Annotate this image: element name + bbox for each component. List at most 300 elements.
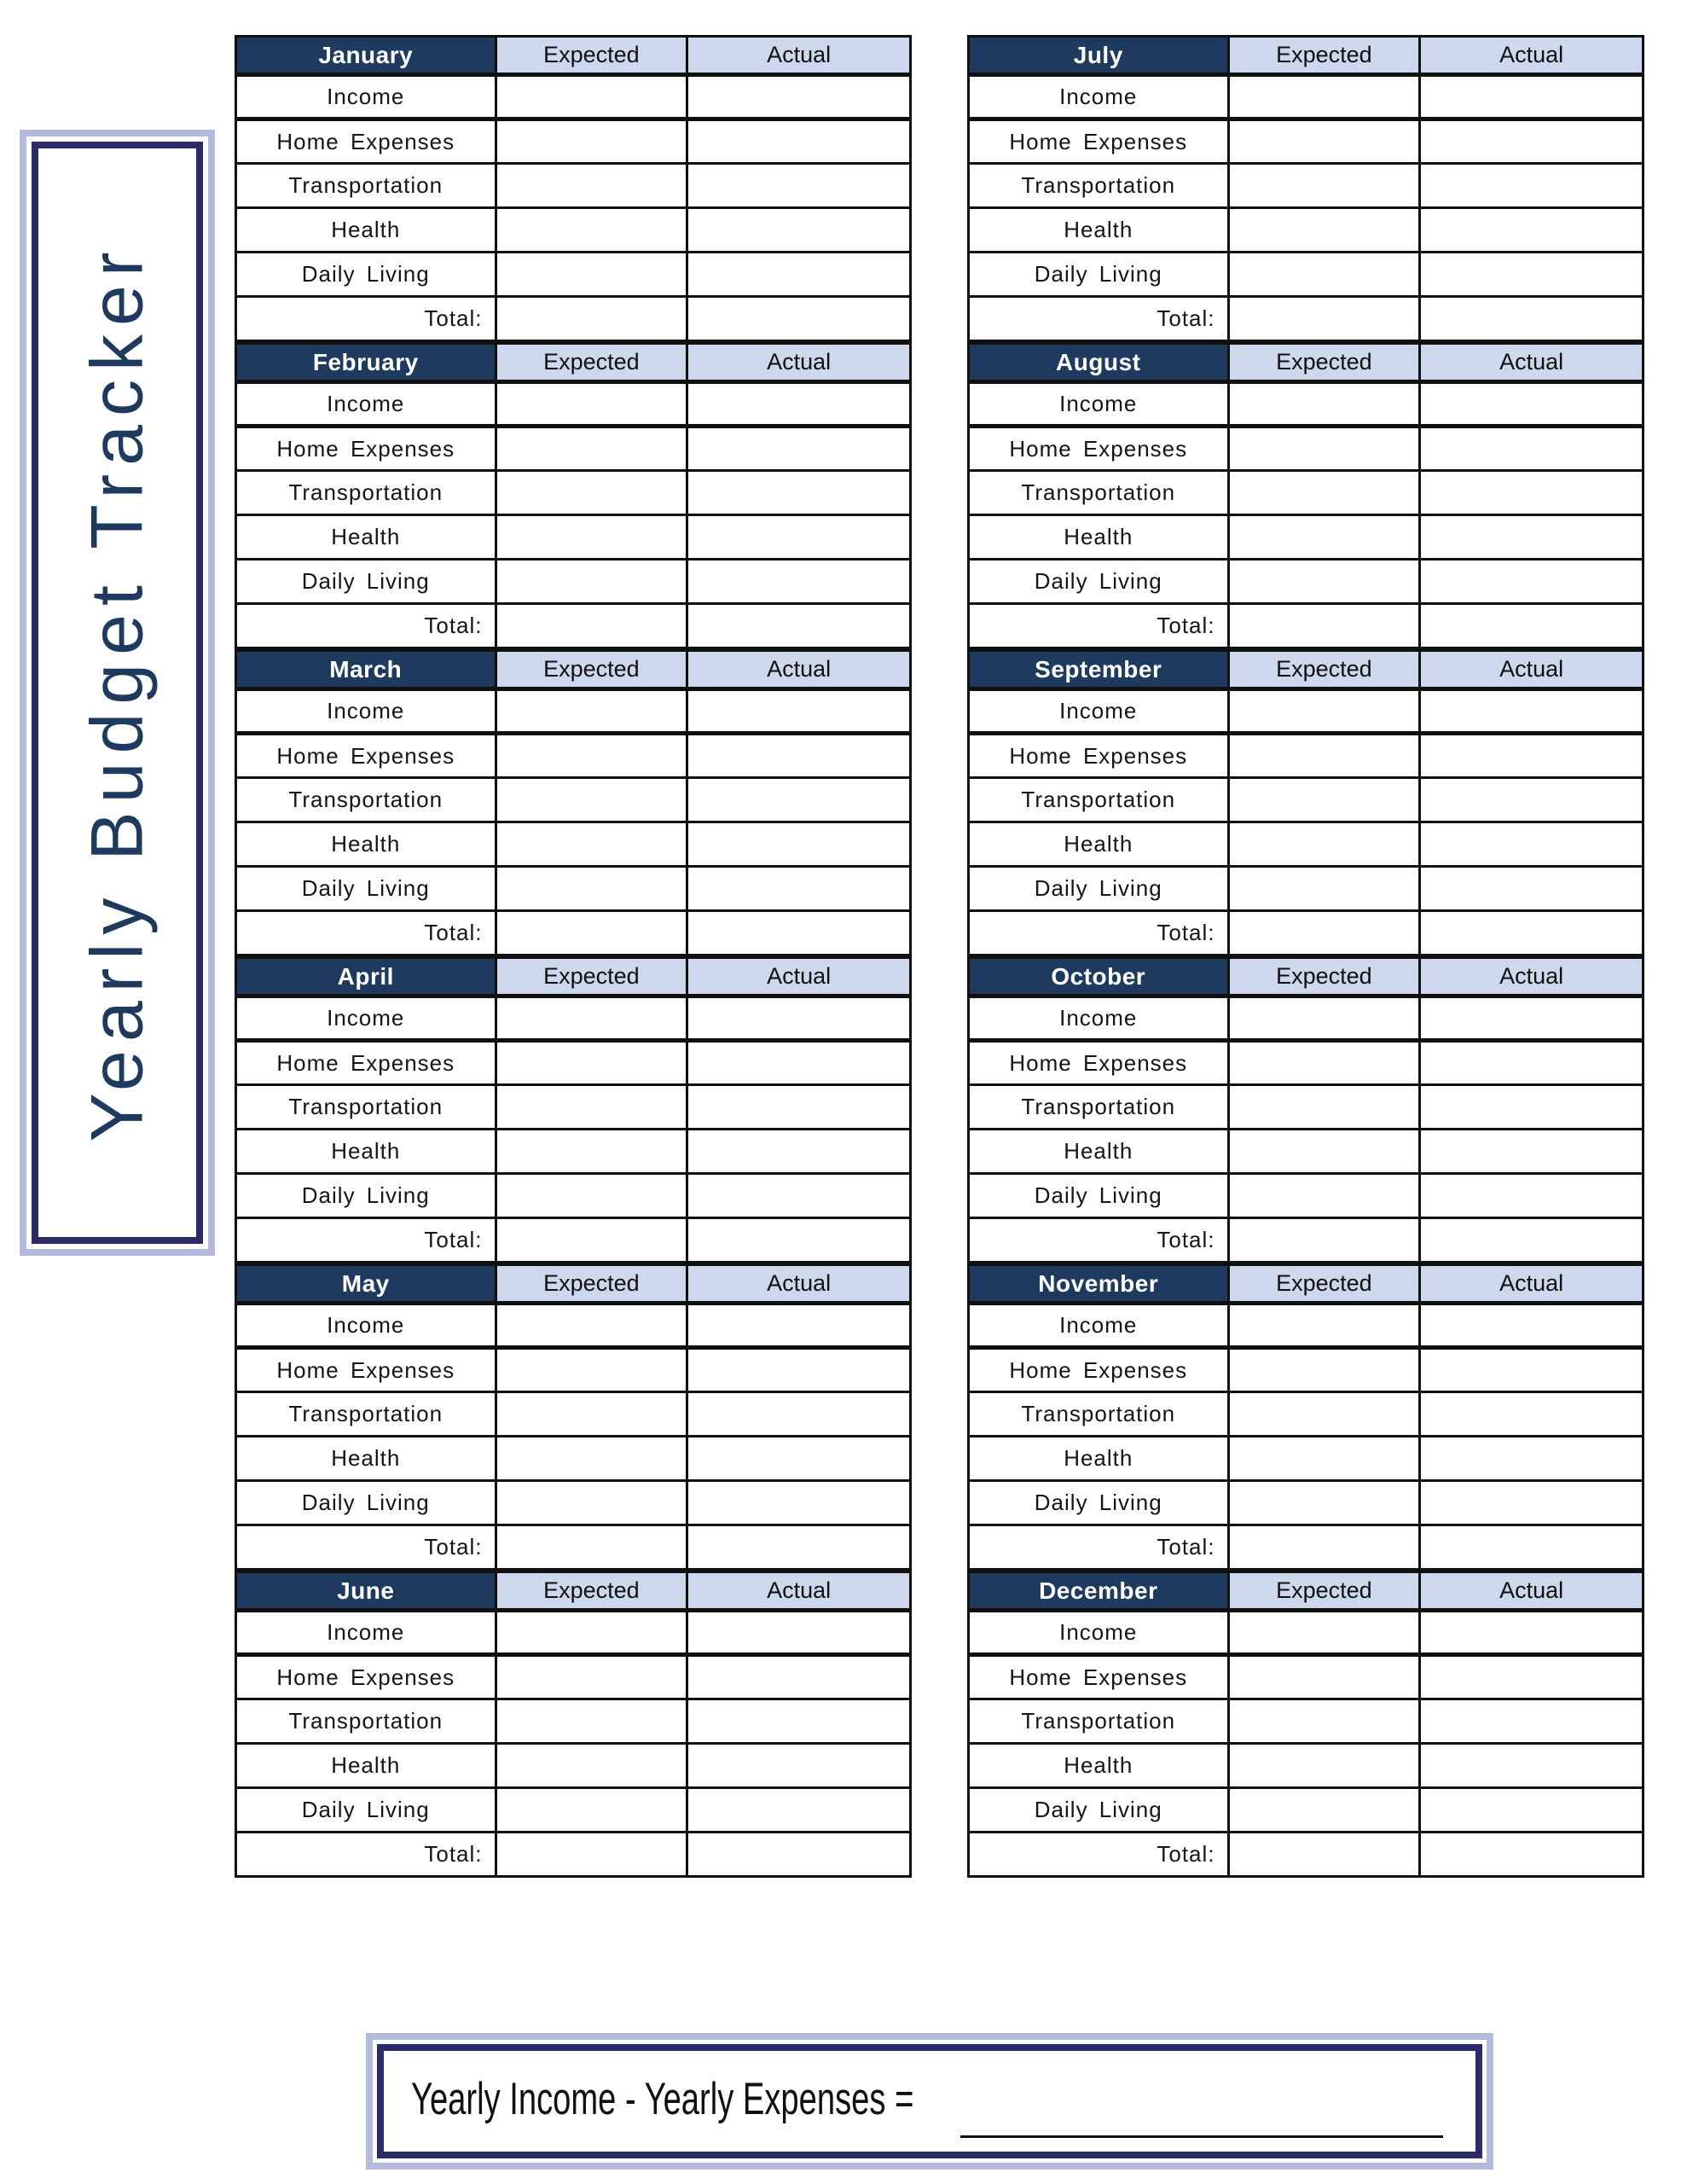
march-transportation-actual-cell[interactable]: [687, 778, 911, 822]
table-row: [236, 1699, 911, 1744]
actual-column-header: Actual: [687, 37, 911, 75]
january-income-actual-cell[interactable]: [687, 75, 911, 119]
category-label-home-expenses: Home Expenses: [236, 734, 496, 778]
table-row: [236, 1348, 911, 1392]
table-row: [236, 996, 911, 1041]
august-income-expected-cell[interactable]: [1228, 382, 1420, 427]
category-label-transportation: Transportation: [969, 1085, 1229, 1130]
expected-column-header: Expected: [1228, 1265, 1420, 1304]
table-row: [969, 1699, 1644, 1744]
table-row: [969, 1041, 1644, 1085]
footer-inner-frame: [377, 2044, 1482, 2158]
december-transportation-actual-cell[interactable]: [1420, 1699, 1644, 1744]
month-table-november: [967, 1263, 1644, 1571]
november-home-expenses-expected-cell[interactable]: [1228, 1348, 1420, 1392]
september-transportation-expected-cell[interactable]: [1228, 778, 1420, 822]
december-daily-living-actual-cell[interactable]: [1420, 1788, 1644, 1833]
april-total-expected-cell[interactable]: [496, 1218, 687, 1263]
category-label-health: Health: [236, 1744, 496, 1788]
november-health-expected-cell[interactable]: [1228, 1437, 1420, 1481]
april-daily-living-expected-cell[interactable]: [496, 1174, 687, 1218]
may-income-expected-cell[interactable]: [496, 1304, 687, 1348]
january-health-actual-cell[interactable]: [687, 208, 911, 253]
category-label-home-expenses: Home Expenses: [969, 1655, 1229, 1699]
february-total-actual-cell[interactable]: [687, 604, 911, 648]
september-daily-living-expected-cell[interactable]: [1228, 867, 1420, 911]
july-income-expected-cell[interactable]: [1228, 75, 1420, 119]
table-row: [236, 1174, 911, 1218]
january-daily-living-expected-cell[interactable]: [496, 253, 687, 297]
category-label-daily-living: Daily Living: [236, 560, 496, 604]
month-header-may: May: [236, 1265, 496, 1304]
january-daily-living-actual-cell[interactable]: [687, 253, 911, 297]
june-total-expected-cell[interactable]: [496, 1833, 687, 1877]
month-table-march: [235, 649, 912, 956]
june-home-expenses-expected-cell[interactable]: [496, 1655, 687, 1699]
category-label-income: Income: [969, 1304, 1229, 1348]
month-table-september: [967, 649, 1644, 956]
month-table-july: [967, 35, 1644, 342]
category-label-daily-living: Daily Living: [969, 1481, 1229, 1525]
may-home-expenses-actual-cell[interactable]: [687, 1348, 911, 1392]
november-income-actual-cell[interactable]: [1420, 1304, 1644, 1348]
table-row: [969, 427, 1644, 471]
table-row: [969, 1481, 1644, 1525]
july-health-actual-cell[interactable]: [1420, 208, 1644, 253]
november-health-actual-cell[interactable]: [1420, 1437, 1644, 1481]
april-total-actual-cell[interactable]: [687, 1218, 911, 1263]
august-total-actual-cell[interactable]: [1420, 604, 1644, 648]
december-health-expected-cell[interactable]: [1228, 1744, 1420, 1788]
august-total-expected-cell[interactable]: [1228, 604, 1420, 648]
june-home-expenses-actual-cell[interactable]: [687, 1655, 911, 1699]
table-row: [969, 1655, 1644, 1699]
table-row: [969, 1744, 1644, 1788]
actual-column-header: Actual: [1420, 958, 1644, 996]
actual-column-header: Actual: [1420, 1265, 1644, 1304]
category-label-home-expenses: Home Expenses: [969, 427, 1229, 471]
month-table-december: [967, 1571, 1644, 1878]
september-health-expected-cell[interactable]: [1228, 822, 1420, 867]
month-header-october: October: [969, 958, 1229, 996]
month-table-may: [235, 1263, 912, 1571]
category-label-health: Health: [236, 822, 496, 867]
march-total-actual-cell[interactable]: [687, 911, 911, 956]
month-header-january: January: [236, 37, 496, 75]
table-row: [236, 75, 911, 119]
category-label-home-expenses: Home Expenses: [969, 1041, 1229, 1085]
category-label-home-expenses: Home Expenses: [236, 1348, 496, 1392]
category-label-income: Income: [969, 75, 1229, 119]
december-daily-living-expected-cell[interactable]: [1228, 1788, 1420, 1833]
month-table-june: [235, 1571, 912, 1878]
expected-column-header: Expected: [1228, 958, 1420, 996]
month-header-september: September: [969, 651, 1229, 689]
category-label-health: Health: [236, 1437, 496, 1481]
august-transportation-expected-cell[interactable]: [1228, 471, 1420, 515]
june-total-actual-cell[interactable]: [687, 1833, 911, 1877]
category-label-daily-living: Daily Living: [236, 867, 496, 911]
category-label-transportation: Transportation: [969, 471, 1229, 515]
april-home-expenses-expected-cell[interactable]: [496, 1041, 687, 1085]
table-row: [969, 208, 1644, 253]
october-health-actual-cell[interactable]: [1420, 1130, 1644, 1174]
march-income-actual-cell[interactable]: [687, 689, 911, 734]
table-row: [969, 119, 1644, 164]
december-total-actual-cell[interactable]: [1420, 1833, 1644, 1877]
june-income-expected-cell[interactable]: [496, 1611, 687, 1655]
month-header-december: December: [969, 1572, 1229, 1611]
march-daily-living-expected-cell[interactable]: [496, 867, 687, 911]
october-income-actual-cell[interactable]: [1420, 996, 1644, 1041]
june-daily-living-actual-cell[interactable]: [687, 1788, 911, 1833]
table-row: [236, 1041, 911, 1085]
july-daily-living-actual-cell[interactable]: [1420, 253, 1644, 297]
total-label: Total:: [969, 911, 1229, 956]
november-transportation-actual-cell[interactable]: [1420, 1392, 1644, 1437]
category-label-health: Health: [969, 1130, 1229, 1174]
total-label: Total:: [969, 1833, 1229, 1877]
category-label-home-expenses: Home Expenses: [236, 427, 496, 471]
month-header-april: April: [236, 958, 496, 996]
category-label-transportation: Transportation: [236, 1699, 496, 1744]
december-income-actual-cell[interactable]: [1420, 1611, 1644, 1655]
actual-column-header: Actual: [1420, 37, 1644, 75]
months-column-right: [967, 35, 1644, 1878]
may-income-actual-cell[interactable]: [687, 1304, 911, 1348]
table-row: [969, 1174, 1644, 1218]
category-label-income: Income: [236, 689, 496, 734]
october-daily-living-actual-cell[interactable]: [1420, 1174, 1644, 1218]
may-total-actual-cell[interactable]: [687, 1525, 911, 1570]
category-label-income: Income: [236, 75, 496, 119]
august-health-actual-cell[interactable]: [1420, 515, 1644, 560]
march-daily-living-actual-cell[interactable]: [687, 867, 911, 911]
september-total-actual-cell[interactable]: [1420, 911, 1644, 956]
december-home-expenses-expected-cell[interactable]: [1228, 1655, 1420, 1699]
table-row: [969, 1392, 1644, 1437]
table-row: [236, 734, 911, 778]
months-column-left: [235, 35, 912, 1878]
march-home-expenses-expected-cell[interactable]: [496, 734, 687, 778]
february-daily-living-actual-cell[interactable]: [687, 560, 911, 604]
june-daily-living-expected-cell[interactable]: [496, 1788, 687, 1833]
category-label-daily-living: Daily Living: [236, 1788, 496, 1833]
expected-column-header: Expected: [496, 1572, 687, 1611]
october-transportation-expected-cell[interactable]: [1228, 1085, 1420, 1130]
category-label-income: Income: [236, 382, 496, 427]
category-label-income: Income: [969, 996, 1229, 1041]
category-label-health: Health: [969, 822, 1229, 867]
category-label-home-expenses: Home Expenses: [236, 1655, 496, 1699]
september-total-expected-cell[interactable]: [1228, 911, 1420, 956]
table-row: [969, 1437, 1644, 1481]
actual-column-header: Actual: [1420, 344, 1644, 382]
may-health-expected-cell[interactable]: [496, 1437, 687, 1481]
category-label-transportation: Transportation: [969, 1392, 1229, 1437]
table-row: [969, 164, 1644, 208]
table-row: [969, 689, 1644, 734]
april-daily-living-actual-cell[interactable]: [687, 1174, 911, 1218]
august-income-actual-cell[interactable]: [1420, 382, 1644, 427]
category-label-daily-living: Daily Living: [236, 253, 496, 297]
march-health-actual-cell[interactable]: [687, 822, 911, 867]
expected-column-header: Expected: [1228, 1572, 1420, 1611]
total-label: Total:: [236, 297, 496, 341]
july-transportation-actual-cell[interactable]: [1420, 164, 1644, 208]
category-label-transportation: Transportation: [969, 164, 1229, 208]
category-label-daily-living: Daily Living: [969, 1174, 1229, 1218]
january-total-expected-cell[interactable]: [496, 297, 687, 341]
table-row: [236, 1788, 911, 1833]
category-label-transportation: Transportation: [236, 778, 496, 822]
march-health-expected-cell[interactable]: [496, 822, 687, 867]
category-label-health: Health: [969, 1744, 1229, 1788]
december-health-actual-cell[interactable]: [1420, 1744, 1644, 1788]
april-transportation-expected-cell[interactable]: [496, 1085, 687, 1130]
september-health-actual-cell[interactable]: [1420, 822, 1644, 867]
expected-column-header: Expected: [496, 37, 687, 75]
december-transportation-expected-cell[interactable]: [1228, 1699, 1420, 1744]
may-daily-living-expected-cell[interactable]: [496, 1481, 687, 1525]
total-label: Total:: [969, 1525, 1229, 1570]
april-transportation-actual-cell[interactable]: [687, 1085, 911, 1130]
footer-answer-blank[interactable]: [960, 2135, 1443, 2138]
may-transportation-actual-cell[interactable]: [687, 1392, 911, 1437]
table-row: [969, 253, 1644, 297]
september-transportation-actual-cell[interactable]: [1420, 778, 1644, 822]
april-home-expenses-actual-cell[interactable]: [687, 1041, 911, 1085]
october-transportation-actual-cell[interactable]: [1420, 1085, 1644, 1130]
october-health-expected-cell[interactable]: [1228, 1130, 1420, 1174]
april-income-actual-cell[interactable]: [687, 996, 911, 1041]
table-row: [236, 560, 911, 604]
july-total-actual-cell[interactable]: [1420, 297, 1644, 341]
december-total-expected-cell[interactable]: [1228, 1833, 1420, 1877]
title-box-inner-frame: [32, 142, 203, 1244]
category-label-home-expenses: Home Expenses: [969, 119, 1229, 164]
table-row: [969, 996, 1644, 1041]
month-table-august: [967, 342, 1644, 649]
total-row: [236, 1218, 911, 1263]
february-transportation-actual-cell[interactable]: [687, 471, 911, 515]
month-header-march: March: [236, 651, 496, 689]
january-income-expected-cell[interactable]: [496, 75, 687, 119]
september-home-expenses-expected-cell[interactable]: [1228, 734, 1420, 778]
expected-column-header: Expected: [496, 651, 687, 689]
january-transportation-expected-cell[interactable]: [496, 164, 687, 208]
table-row: [969, 734, 1644, 778]
november-total-actual-cell[interactable]: [1420, 1525, 1644, 1570]
september-income-expected-cell[interactable]: [1228, 689, 1420, 734]
january-transportation-actual-cell[interactable]: [687, 164, 911, 208]
category-label-transportation: Transportation: [236, 1392, 496, 1437]
february-transportation-expected-cell[interactable]: [496, 471, 687, 515]
month-table-february: [235, 342, 912, 649]
may-daily-living-actual-cell[interactable]: [687, 1481, 911, 1525]
table-row: [236, 515, 911, 560]
table-row: [236, 867, 911, 911]
june-transportation-actual-cell[interactable]: [687, 1699, 911, 1744]
table-row: [236, 382, 911, 427]
category-label-daily-living: Daily Living: [969, 867, 1229, 911]
june-health-expected-cell[interactable]: [496, 1744, 687, 1788]
october-home-expenses-expected-cell[interactable]: [1228, 1041, 1420, 1085]
august-home-expenses-expected-cell[interactable]: [1228, 427, 1420, 471]
category-label-daily-living: Daily Living: [236, 1174, 496, 1218]
march-income-expected-cell[interactable]: [496, 689, 687, 734]
total-label: Total:: [969, 604, 1229, 648]
september-home-expenses-actual-cell[interactable]: [1420, 734, 1644, 778]
category-label-transportation: Transportation: [969, 778, 1229, 822]
actual-column-header: Actual: [687, 1572, 911, 1611]
month-header-june: June: [236, 1572, 496, 1611]
category-label-transportation: Transportation: [236, 164, 496, 208]
total-label: Total:: [236, 604, 496, 648]
july-daily-living-expected-cell[interactable]: [1228, 253, 1420, 297]
actual-column-header: Actual: [687, 344, 911, 382]
june-health-actual-cell[interactable]: [687, 1744, 911, 1788]
category-label-health: Health: [969, 208, 1229, 253]
february-daily-living-expected-cell[interactable]: [496, 560, 687, 604]
december-home-expenses-actual-cell[interactable]: [1420, 1655, 1644, 1699]
category-label-income: Income: [236, 996, 496, 1041]
table-row: [236, 471, 911, 515]
total-row: [969, 604, 1644, 648]
may-health-actual-cell[interactable]: [687, 1437, 911, 1481]
table-row: [236, 208, 911, 253]
may-home-expenses-expected-cell[interactable]: [496, 1348, 687, 1392]
january-home-expenses-expected-cell[interactable]: [496, 119, 687, 164]
total-label: Total:: [236, 1833, 496, 1877]
table-row: [969, 867, 1644, 911]
table-row: [969, 1611, 1644, 1655]
total-row: [969, 911, 1644, 956]
february-home-expenses-expected-cell[interactable]: [496, 427, 687, 471]
september-daily-living-actual-cell[interactable]: [1420, 867, 1644, 911]
category-label-health: Health: [969, 1437, 1229, 1481]
december-income-expected-cell[interactable]: [1228, 1611, 1420, 1655]
march-transportation-expected-cell[interactable]: [496, 778, 687, 822]
june-transportation-expected-cell[interactable]: [496, 1699, 687, 1744]
table-row: [969, 471, 1644, 515]
table-row: [236, 778, 911, 822]
table-row: [236, 164, 911, 208]
actual-column-header: Actual: [687, 651, 911, 689]
table-row: [969, 778, 1644, 822]
october-home-expenses-actual-cell[interactable]: [1420, 1041, 1644, 1085]
month-header-august: August: [969, 344, 1229, 382]
march-total-expected-cell[interactable]: [496, 911, 687, 956]
expected-column-header: Expected: [496, 958, 687, 996]
february-health-expected-cell[interactable]: [496, 515, 687, 560]
january-home-expenses-actual-cell[interactable]: [687, 119, 911, 164]
category-label-transportation: Transportation: [969, 1699, 1229, 1744]
july-health-expected-cell[interactable]: [1228, 208, 1420, 253]
november-home-expenses-actual-cell[interactable]: [1420, 1348, 1644, 1392]
october-total-actual-cell[interactable]: [1420, 1218, 1644, 1263]
total-row: [236, 1833, 911, 1877]
july-income-actual-cell[interactable]: [1420, 75, 1644, 119]
table-row: [236, 1655, 911, 1699]
november-daily-living-actual-cell[interactable]: [1420, 1481, 1644, 1525]
month-header-july: July: [969, 37, 1229, 75]
september-income-actual-cell[interactable]: [1420, 689, 1644, 734]
april-health-actual-cell[interactable]: [687, 1130, 911, 1174]
table-row: [969, 1304, 1644, 1348]
expected-column-header: Expected: [1228, 37, 1420, 75]
table-row: [969, 382, 1644, 427]
november-transportation-expected-cell[interactable]: [1228, 1392, 1420, 1437]
table-row: [236, 689, 911, 734]
november-daily-living-expected-cell[interactable]: [1228, 1481, 1420, 1525]
august-daily-living-expected-cell[interactable]: [1228, 560, 1420, 604]
table-row: [236, 822, 911, 867]
march-home-expenses-actual-cell[interactable]: [687, 734, 911, 778]
april-health-expected-cell[interactable]: [496, 1130, 687, 1174]
november-total-expected-cell[interactable]: [1228, 1525, 1420, 1570]
february-income-actual-cell[interactable]: [687, 382, 911, 427]
october-total-expected-cell[interactable]: [1228, 1218, 1420, 1263]
august-home-expenses-actual-cell[interactable]: [1420, 427, 1644, 471]
category-label-income: Income: [969, 689, 1229, 734]
november-income-expected-cell[interactable]: [1228, 1304, 1420, 1348]
july-home-expenses-actual-cell[interactable]: [1420, 119, 1644, 164]
table-row: [236, 1744, 911, 1788]
total-label: Total:: [236, 1525, 496, 1570]
expected-column-header: Expected: [1228, 651, 1420, 689]
july-transportation-expected-cell[interactable]: [1228, 164, 1420, 208]
june-income-actual-cell[interactable]: [687, 1611, 911, 1655]
table-row: [236, 1611, 911, 1655]
month-table-april: [235, 956, 912, 1263]
january-total-actual-cell[interactable]: [687, 297, 911, 341]
category-label-home-expenses: Home Expenses: [969, 734, 1229, 778]
table-row: [236, 119, 911, 164]
february-income-expected-cell[interactable]: [496, 382, 687, 427]
may-total-expected-cell[interactable]: [496, 1525, 687, 1570]
august-daily-living-actual-cell[interactable]: [1420, 560, 1644, 604]
february-health-actual-cell[interactable]: [687, 515, 911, 560]
october-daily-living-expected-cell[interactable]: [1228, 1174, 1420, 1218]
category-label-daily-living: Daily Living: [969, 253, 1229, 297]
august-health-expected-cell[interactable]: [1228, 515, 1420, 560]
category-label-home-expenses: Home Expenses: [236, 119, 496, 164]
total-row: [969, 1833, 1644, 1877]
table-row: [236, 1481, 911, 1525]
month-header-november: November: [969, 1265, 1229, 1304]
table-row: [969, 1130, 1644, 1174]
july-home-expenses-expected-cell[interactable]: [1228, 119, 1420, 164]
february-total-expected-cell[interactable]: [496, 604, 687, 648]
table-row: [969, 515, 1644, 560]
january-health-expected-cell[interactable]: [496, 208, 687, 253]
total-label: Total:: [236, 1218, 496, 1263]
expected-column-header: Expected: [496, 1265, 687, 1304]
category-label-daily-living: Daily Living: [236, 1481, 496, 1525]
october-income-expected-cell[interactable]: [1228, 996, 1420, 1041]
category-label-home-expenses: Home Expenses: [236, 1041, 496, 1085]
may-transportation-expected-cell[interactable]: [496, 1392, 687, 1437]
july-total-expected-cell[interactable]: [1228, 297, 1420, 341]
april-income-expected-cell[interactable]: [496, 996, 687, 1041]
table-row: [236, 1304, 911, 1348]
august-transportation-actual-cell[interactable]: [1420, 471, 1644, 515]
category-label-transportation: Transportation: [236, 471, 496, 515]
table-row: [236, 427, 911, 471]
february-home-expenses-actual-cell[interactable]: [687, 427, 911, 471]
category-label-health: Health: [236, 515, 496, 560]
